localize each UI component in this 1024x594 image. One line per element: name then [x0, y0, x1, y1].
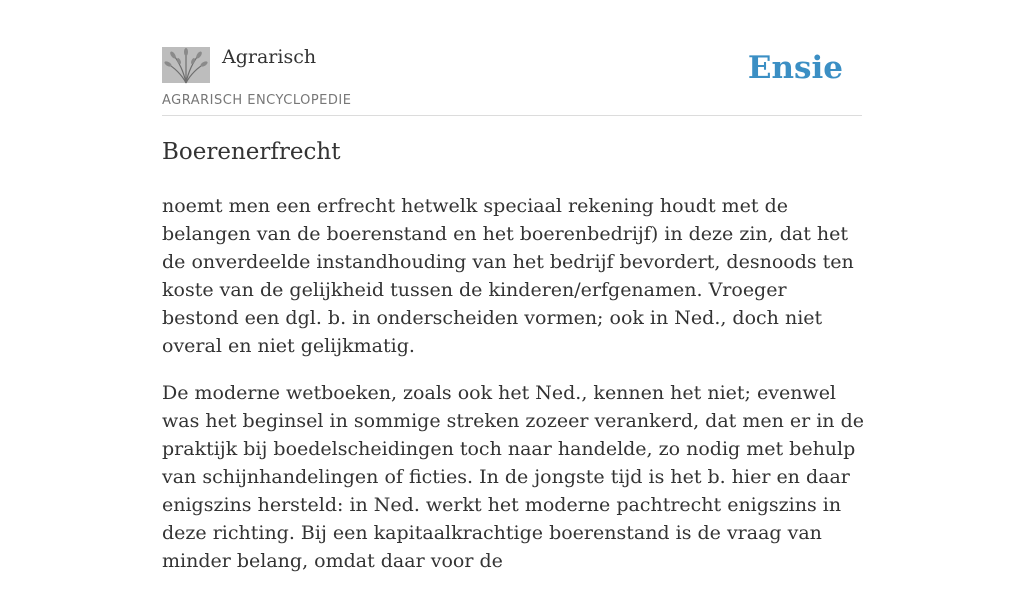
ensie-logo[interactable]: Ensie: [747, 50, 843, 86]
wheat-icon[interactable]: [162, 47, 210, 83]
brand-subtitle: AGRARISCH ENCYCLOPEDIE: [162, 93, 352, 108]
brand-name[interactable]: Agrarisch: [222, 46, 317, 68]
article-content: [162, 192, 866, 594]
article-paragraph: noemt men een erfrecht hetwelk speciaal rekening houdt met de belangen van de boerenstand en het boerenbedrijf) in deze zin, dat het de onverdeelde instandhouding van het bedrijf bevordert, desnoods ten koste van de gelijkheid tussen de kinderen/erfgenamen. Vroeger bestond een dgl. b. in onderscheiden vormen; ook in Ned., doch niet overal en niet gelijkmatig.: [162, 195, 854, 357]
page: [162, 0, 864, 572]
article-paragraph: De moderne wetboeken, zoals ook het Ned., kennen het niet; evenwel was het beginsel in sommige streken zozeer verankerd, dat men er in de praktijk bij boedelscheidingen toch naar handelde, zo nodig met behulp van schijnhandelingen of ficties. In de jongste tijd is het b. hier en daar enigszins hersteld: in Ned. werkt het moderne pachtrecht enigszins in deze richting. Bij een kapitaalkrachtige boerenstand is de vraag van minder belang, omdat daar voor de: [162, 382, 864, 572]
header: [162, 0, 862, 116]
article-title: Boerenerfrecht: [162, 139, 341, 165]
